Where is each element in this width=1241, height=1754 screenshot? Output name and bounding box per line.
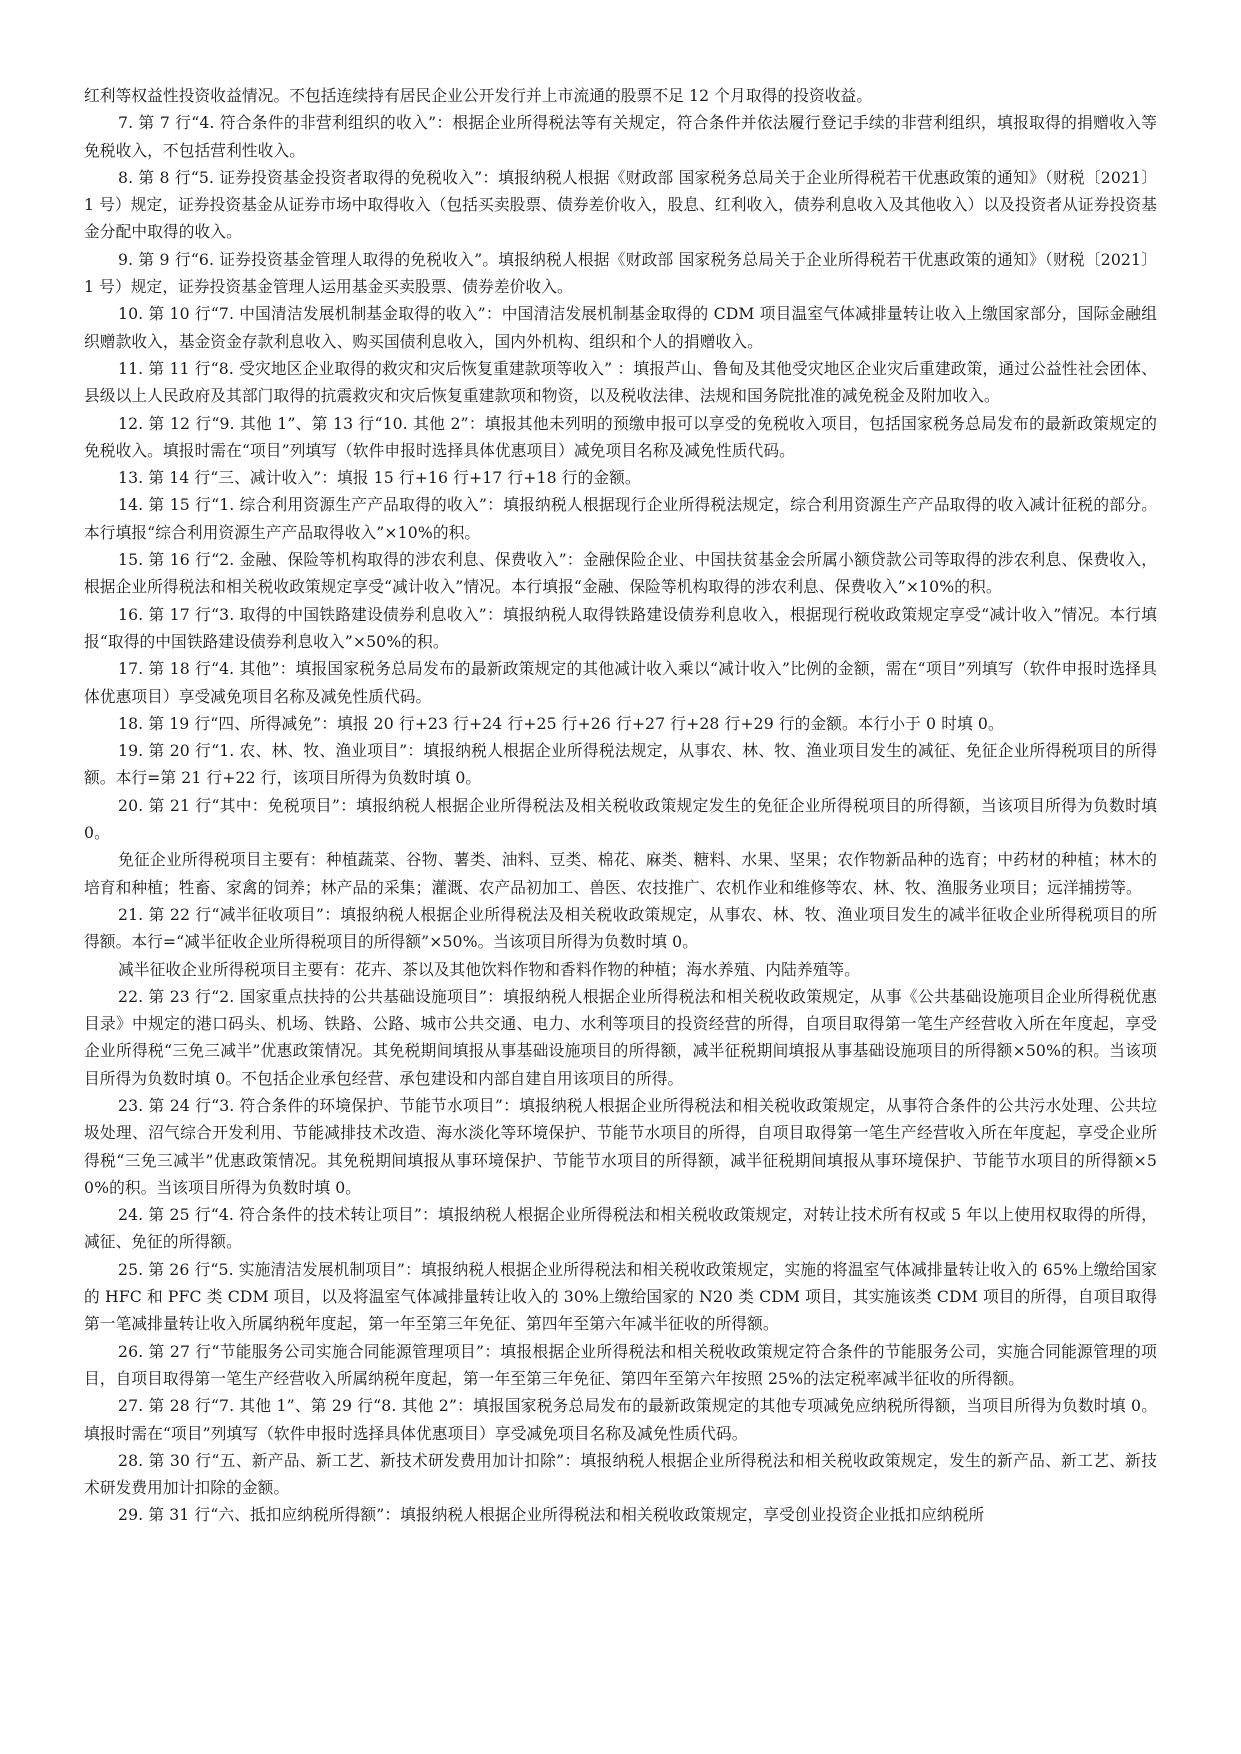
paragraph: 28. 第 30 行“五、新产品、新工艺、新技术研发费用加计扣除”：填报纳税人根据企业所得税法和相关税收政策规定，发生的新产品、新工艺、新技术研发费用加计扣除的金额。 <box>84 1450 1157 1498</box>
paragraph: 红利等权益性投资收益情况。不包括连续持有居民企业公开发行并上市流通的股票不足 12 个月取得的投资收益。 <box>84 86 873 105</box>
paragraph: 11. 第 11 行“8. 受灾地区企业取得的救灾和灾后恢复重建款项等收入” ：填报芦山、鲁甸及其他受灾地区企业灾后重建政策，通过公益性社会团体、县级以上人民政府及其部门取得的抗震救灾和灾后恢复重建款项和物资，以及税收法律、法规和国务院批准的减免税金及附加收入。 <box>84 358 1157 406</box>
paragraph: 15. 第 16 行“2. 金融、保险等机构取得的涉农利息、保费收入”：金融保险企业、中国扶贫基金会所属小额贷款公司等取得的涉农利息、保费收入，根据企业所得税法和相关税收政策规定享受“减计收入”情况。本行填报“金融、保险等机构取得的涉农利息、保费收入”×10%的积。 <box>84 550 1157 597</box>
paragraph: 13. 第 14 行“三、减计收入”：填报 15 行+16 行+17 行+18 行的金额。 <box>118 468 641 488</box>
paragraph: 10. 第 10 行“7. 中国清洁发展机制基金取得的收入”：中国清洁发展机制基金取得的 CDM 项目温室气体减排量转让收入上缴国家部分，国际金融组织赠款收入，基金资金存款利息收入、购买国债利息收入，国内外机构、组织和个人的捐赠收入。 <box>84 304 1157 351</box>
paragraph: 24. 第 25 行“4. 符合条件的技术转让项目”：填报纳税人根据企业所得税法和相关税收政策规定，对转让技术所有权或 5 年以上使用权取得的所得，减征、免征的所得额。 <box>84 1205 1157 1252</box>
paragraph: 14. 第 15 行“1. 综合利用资源生产产品取得的收入”：填报纳税人根据现行企业所得税法规定，综合利用资源生产产品取得的收入减计征税的部分。本行填报“综合利用资源生产产品取得收入”×10%的积。 <box>84 495 1157 542</box>
paragraph: 免征企业所得税项目主要有：种植蔬菜、谷物、薯类、油料、豆类、棉花、麻类、糖料、水果、坚果；农作物新品种的选育；中药材的种植；林木的培育和种植；牲畜、家禽的饲养；林产品的采集；灌溉、农产品初加工、兽医、农技推广、农机作业和维修等农、林、牧、渔服务业项目；远洋捕捞等。 <box>84 850 1157 897</box>
paragraph: 12. 第 12 行“9. 其他 1”、第 13 行“10. 其他 2”：填报其他未列明的预缴申报可以享受的免税收入项目，包括国家税务总局发布的最新政策规定的免税收入。填报时需在“项目”列填写（软件申报时选择具体优惠项目）减免项目名称及减免性质代码。 <box>84 413 1157 460</box>
paragraph: 16. 第 17 行“3. 取得的中国铁路建设债券利息收入”：填报纳税人取得铁路建设债券利息收入，根据现行税收政策规定享受“减计收入”情况。本行填报“取得的中国铁路建设债券利息收入”×50%的积。 <box>84 604 1157 651</box>
paragraph: 23. 第 24 行“3. 符合条件的环境保护、节能节水项目”：填报纳税人根据企业所得税法和相关税收政策规定，从事符合条件的公共污水处理、公共垃圾处理、沼气综合开发利用、节能减排技术改造、海水淡化等环境保护、节能节水项目的所得，自项目取得第一笔生产经营收入所在年度起，享受企业所得税“三免三减半”优惠政策情况。其免税期间填报从事环境保护、节能节水项目的所得额，减半征税期间填报从事环境保护、节能节水项目的所得额×50%的积。当该项目所得为负数时填 0。 <box>84 1095 1157 1197</box>
paragraph: 减半征收企业所得税项目主要有：花卉、茶以及其他饮料作物和香料作物的种植；海水养殖、内陆养殖等。 <box>118 959 861 979</box>
paragraph: 19. 第 20 行“1. 农、林、牧、渔业项目”：填报纳税人根据企业所得税法规定，从事农、林、牧、渔业项目发生的减征、免征企业所得税项目的所得额。本行=第 21 行+22 行，该项目所得为负数时填 0。 <box>84 741 1157 788</box>
paragraph: 29. 第 31 行“六、抵扣应纳税所得额”：填报纳税人根据企业所得税法和相关税收政策规定，享受创业投资企业抵扣应纳税所 <box>118 1505 985 1525</box>
paragraph: 26. 第 27 行“节能服务公司实施合同能源管理项目”：填报根据企业所得税法和相关税收政策规定符合条件的节能服务公司，实施合同能源管理的项目，自项目取得第一笔生产经营收入所属纳税年度起，第一年至第三年免征、第四年至第六年按照 25%的法定税率减半征收的所得额。 <box>84 1341 1157 1388</box>
paragraph: 21. 第 22 行“减半征收项目”：填报纳税人根据企业所得税法及相关税收政策规定，从事农、林、牧、渔业项目发生的减半征收企业所得税项目的所得额。本行=“减半征收企业所得税项目的所得额”×50%。当该项目所得为负数时填 0。 <box>84 904 1157 952</box>
paragraph: 8. 第 8 行“5. 证券投资基金投资者取得的免税收入”：填报纳税人根据《财政部 国家税务总局关于企业所得税若干优惠政策的通知》（财税〔2021〕1 号）规定，证券投资基金从证券市场中取得收入（包括买卖股票、债券差价收入，股息、红利收入，债券利息收入及其他收入）以及投资者从证券投资基金分配中取得的收入。 <box>84 167 1157 242</box>
paragraph: 17. 第 18 行“4. 其他”：填报国家税务总局发布的最新政策规定的其他减计收入乘以“减计收入”比例的金额，需在“项目”列填写（软件申报时选择具体优惠项目）享受减免项目名称及减免性质代码。 <box>84 659 1157 706</box>
paragraph: 27. 第 28 行“7. 其他 1”、第 29 行“8. 其他 2”：填报国家税务总局发布的最新政策规定的其他专项减免应纳税所得额，当项目所得为负数时填 0。填报时需在“项目”列填写（软件申报时选择具体优惠项目）享受减免项目名称及减免性质代码。 <box>84 1396 1157 1443</box>
paragraph: 18. 第 19 行“四、所得减免”：填报 20 行+23 行+24 行+25 行+26 行+27 行+28 行+29 行的金额。本行小于 0 时填 0。 <box>118 713 1004 733</box>
paragraph: 7. 第 7 行“4. 符合条件的非营利组织的收入”：根据企业所得税法等有关规定，符合条件并依法履行登记手续的非营利组织，填报取得的捐赠收入等免税收入，不包括营利性收入。 <box>84 113 1157 160</box>
paragraph: 20. 第 21 行“其中：免税项目”：填报纳税人根据企业所得税法及相关税收政策规定发生的免征企业所得税项目的所得额，当该项目所得为负数时填 0。 <box>84 795 1157 843</box>
paragraph: 22. 第 23 行“2. 国家重点扶持的公共基础设施项目”：填报纳税人根据企业所得税法和相关税收政策规定，从事《公共基础设施项目企业所得税优惠目录》中规定的港口码头、机场、铁路、公路、城市公共交通、电力、水利等项目的投资经营的所得，自项目取得第一笔生产经营收入所在年度起，享受企业所得税“三免三减半”优惠政策情况。其免税期间填报从事基础设施项目的所得额，减半征税期间填报从事基础设施项目的所得额×50%的积。当该项目所得为负数时填 0。不包括企业承包经营、承包建设和内部自建自用该项目的所得。 <box>84 986 1157 1088</box>
paragraph: 9. 第 9 行“6. 证券投资基金管理人取得的免税收入”。填报纳税人根据《财政部 国家税务总局关于企业所得税若干优惠政策的通知》（财税〔2021〕1 号）规定，证券投资基金管理人运用基金买卖股票、债券差价收入。 <box>84 249 1157 297</box>
paragraph: 25. 第 26 行“5. 实施清洁发展机制项目”：填报纳税人根据企业所得税法和相关税收政策规定，实施的将温室气体减排量转让收入的 65%上缴给国家的 HFC 和 PFC 类 CDM 项目，以及将温室气体减排量转让收入的 30%上缴给国家的 N20 类 CDM 项目，其实施该类 CDM 项目的所得，自项目取得第一笔减排量转让收入所属纳税年度起，第一年至第三年免征、第四年至第六年减半征收的所得额。 <box>84 1259 1157 1334</box>
